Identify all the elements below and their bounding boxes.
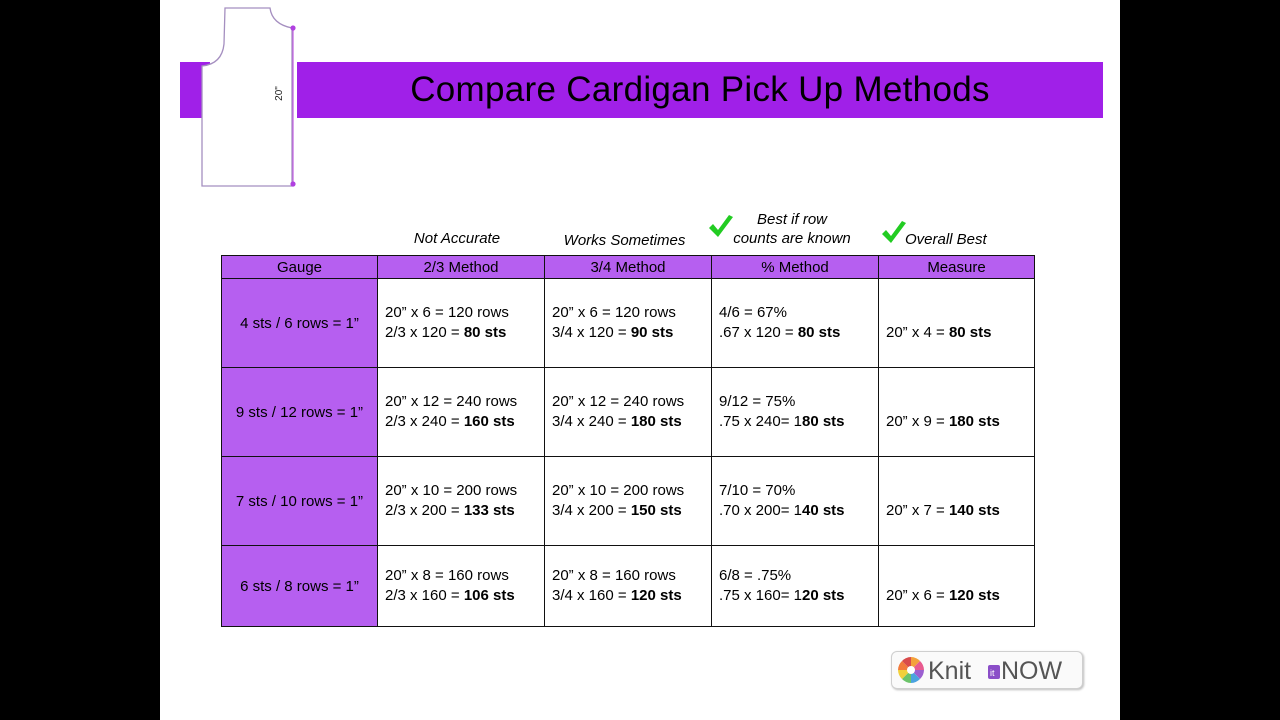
two-thirds-cell: [378, 546, 545, 627]
note-percent: [722, 210, 862, 248]
knitnow-logo-icon: [896, 655, 1080, 685]
cell-result: 180 sts: [948, 413, 1000, 430]
three-quarters-cell: [545, 457, 712, 546]
header-two-thirds: 2/3 Method: [378, 256, 545, 279]
gauge-cell: 9 sts / 12 rows = 1”: [222, 368, 378, 457]
cell-result: 80 sts: [948, 324, 992, 341]
header-measure: Measure: [879, 256, 1035, 279]
logo-badge: it: [990, 668, 995, 678]
cell-result: 80 sts: [797, 324, 841, 341]
cell-line: 2/3 x 160 =: [385, 587, 464, 604]
table-row: [222, 457, 1035, 546]
table-header-row: [222, 256, 1035, 279]
cardigan-sketch-icon: [200, 4, 300, 190]
cell-result: 120 sts: [948, 587, 1000, 604]
note-two-thirds: Not Accurate: [413, 230, 501, 247]
cell-line: 20” x 12 = 240 rows: [385, 393, 518, 410]
header-percent: % Method: [712, 256, 879, 279]
logo-text-knit: Knit: [928, 657, 972, 685]
measure-cell: [879, 546, 1035, 627]
cell-result: 133 sts: [463, 502, 515, 519]
cell-result: 120 sts: [630, 587, 682, 604]
percent-cell: [712, 368, 879, 457]
percent-cell: [712, 546, 879, 627]
gauge-cell: 6 sts / 8 rows = 1”: [222, 546, 378, 627]
note-three-quarters: Works Sometimes: [563, 232, 686, 249]
cell-result: 90 sts: [630, 324, 674, 341]
three-quarters-cell: [545, 279, 712, 368]
cell-line: 7/10 = 70%: [719, 482, 796, 499]
header-gauge: Gauge: [222, 256, 378, 279]
cell-line: 20” x 4 =: [886, 324, 949, 341]
slide: [160, 0, 1120, 720]
cell-result: 180 sts: [630, 413, 682, 430]
measure-cell: [879, 279, 1035, 368]
cell-line: 20” x 8 = 160 rows: [385, 567, 509, 584]
two-thirds-cell: [378, 368, 545, 457]
cell-line: 6/8 = .75%: [719, 567, 792, 584]
checkmark-icon: [880, 220, 908, 246]
comparison-table: [221, 255, 1035, 627]
cell-result: 20 sts: [801, 587, 845, 604]
two-thirds-cell: [378, 457, 545, 546]
cell-result: 40 sts: [801, 502, 845, 519]
cell-result: 150 sts: [630, 502, 682, 519]
knitnow-logo: [891, 651, 1083, 689]
cell-result: 106 sts: [463, 587, 515, 604]
cell-line: 20” x 10 = 200 rows: [385, 482, 518, 499]
logo-text-now: NOW: [1001, 657, 1063, 685]
cell-line: 3/4 x 120 =: [552, 324, 631, 341]
three-quarters-cell: [545, 546, 712, 627]
cell-line: .75 x 160= 1: [719, 587, 802, 604]
table-row: [222, 368, 1035, 457]
table-row: [222, 546, 1035, 627]
note-measure: Overall Best: [905, 231, 987, 248]
cell-line: 2/3 x 240 =: [385, 413, 464, 430]
cell-line: 20” x 6 = 120 rows: [552, 304, 676, 321]
cell-line: 3/4 x 240 =: [552, 413, 631, 430]
cell-line: .75 x 240= 1: [719, 413, 802, 430]
header-three-quarters: 3/4 Method: [545, 256, 712, 279]
cell-line: 20” x 6 =: [886, 587, 949, 604]
cell-line: 20” x 12 = 240 rows: [552, 393, 685, 410]
note-percent-line2: counts are known: [733, 230, 851, 247]
cell-result: 80 sts: [801, 413, 845, 430]
cell-line: 20” x 10 = 200 rows: [552, 482, 685, 499]
three-quarters-cell: [545, 368, 712, 457]
cell-result: 140 sts: [948, 502, 1000, 519]
percent-cell: [712, 279, 879, 368]
cell-line: .70 x 200= 1: [719, 502, 802, 519]
cell-result: 80 sts: [463, 324, 507, 341]
two-thirds-cell: [378, 279, 545, 368]
cell-line: 20” x 7 =: [886, 502, 949, 519]
measure-cell: [879, 368, 1035, 457]
table-row: [222, 279, 1035, 368]
cell-result: 160 sts: [463, 413, 515, 430]
cell-line: 2/3 x 120 =: [385, 324, 464, 341]
cell-line: .67 x 120 =: [719, 324, 798, 341]
cell-line: 20” x 6 = 120 rows: [385, 304, 509, 321]
cell-line: 20” x 9 =: [886, 413, 949, 430]
cell-line: 3/4 x 160 =: [552, 587, 631, 604]
cell-line: 20” x 8 = 160 rows: [552, 567, 676, 584]
note-percent-line1: Best if row: [756, 211, 828, 228]
cell-line: 3/4 x 200 =: [552, 502, 631, 519]
cell-line: 2/3 x 200 =: [385, 502, 464, 519]
gauge-cell: 4 sts / 6 rows = 1”: [222, 279, 378, 368]
cell-line: 4/6 = 67%: [719, 304, 787, 321]
percent-cell: [712, 457, 879, 546]
gauge-cell: 7 sts / 10 rows = 1”: [222, 457, 378, 546]
measure-cell: [879, 457, 1035, 546]
slide-title: Compare Cardigan Pick Up Methods: [410, 70, 990, 109]
cell-line: 9/12 = 75%: [719, 393, 796, 410]
sketch-measure-label: 20": [273, 86, 285, 101]
